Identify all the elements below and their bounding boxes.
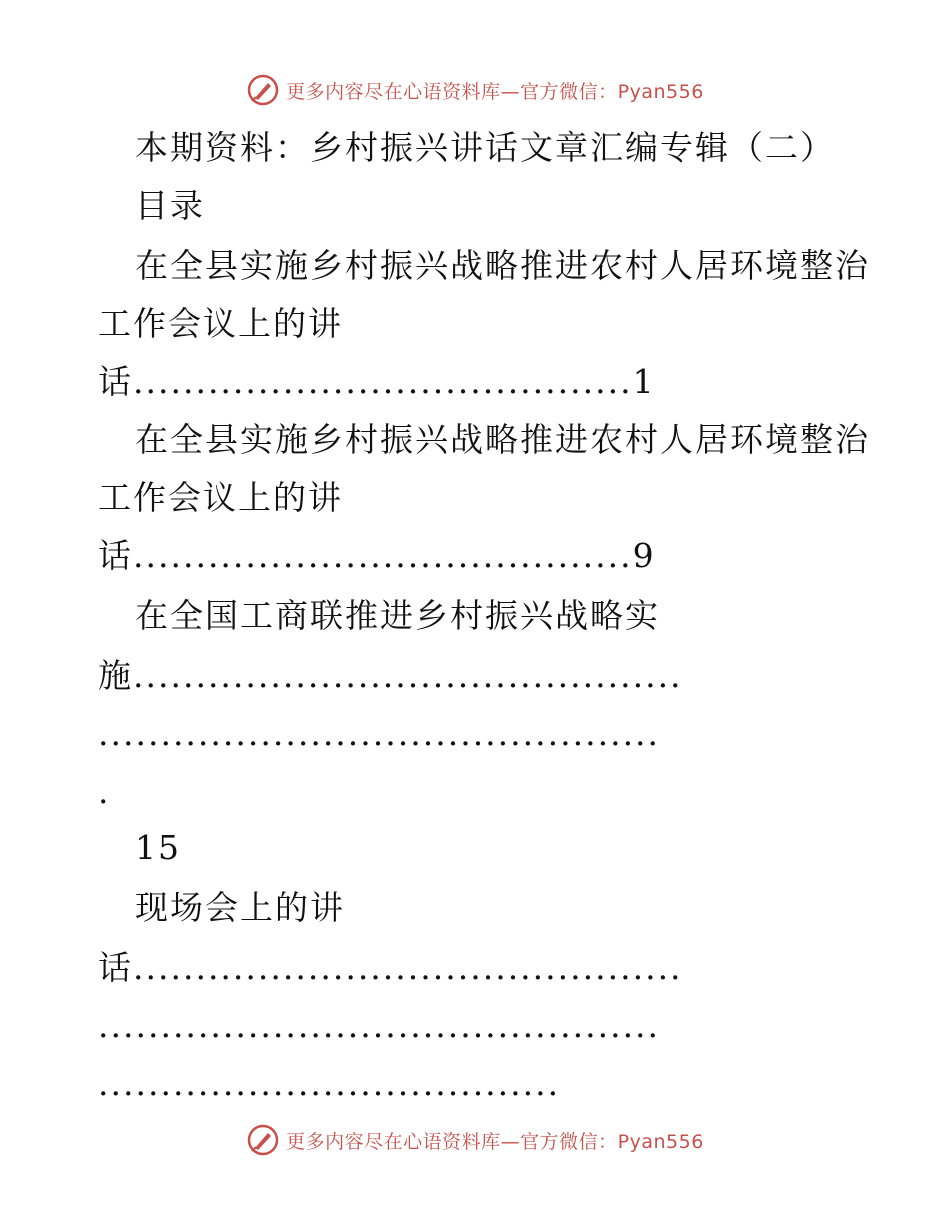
header-watermark: [0, 70, 950, 110]
watermark-text: 更多内容尽在心语资料库—官方微信：Pyan556: [286, 1130, 704, 1153]
toc-entry-4-leader-line2[interactable]: .............................................: [98, 1006, 661, 1045]
feather-pen-icon: [246, 73, 280, 107]
watermark-text: 更多内容尽在心语资料库—官方微信：Pyan556: [286, 80, 704, 103]
watermark-group: [246, 73, 704, 107]
toc-entry-1-title-line1[interactable]: 在全县实施乡村振兴战略推进农村人居环境整治: [135, 246, 870, 285]
toc-entry-3-page-number[interactable]: 15: [135, 828, 181, 867]
document-heading: 本期资料：乡村振兴讲话文章汇编专辑（二）: [135, 128, 835, 167]
toc-entry-3-leader-line1[interactable]: 施............................................: [98, 656, 683, 695]
toc-entry-3-leader-line2[interactable]: .............................................: [98, 714, 661, 753]
toc-entry-2-title-line2[interactable]: 工作会议上的讲: [98, 478, 343, 517]
toc-entry-2-leader[interactable]: 话........................................9: [98, 536, 656, 575]
toc-entry-1-title-line2[interactable]: 工作会议上的讲: [98, 304, 343, 343]
feather-pen-icon: [246, 1123, 280, 1157]
toc-entry-4-leader-line3[interactable]: .....................................: [98, 1064, 561, 1103]
toc-entry-4-leader-line1[interactable]: 话............................................: [98, 948, 683, 987]
toc-entry-3-title-line1[interactable]: 在全国工商联推进乡村振兴战略实: [135, 596, 660, 635]
watermark-group: [246, 1123, 704, 1157]
toc-entry-2-title-line1[interactable]: 在全县实施乡村振兴战略推进农村人居环境整治: [135, 420, 870, 459]
footer-watermark: [0, 1120, 950, 1160]
toc-title: 目录: [135, 186, 205, 225]
toc-entry-3-leader-line3[interactable]: .: [98, 772, 111, 811]
toc-entry-1-leader[interactable]: 话........................................1: [98, 362, 656, 401]
toc-entry-4-title-line1[interactable]: 现场会上的讲: [135, 888, 345, 927]
